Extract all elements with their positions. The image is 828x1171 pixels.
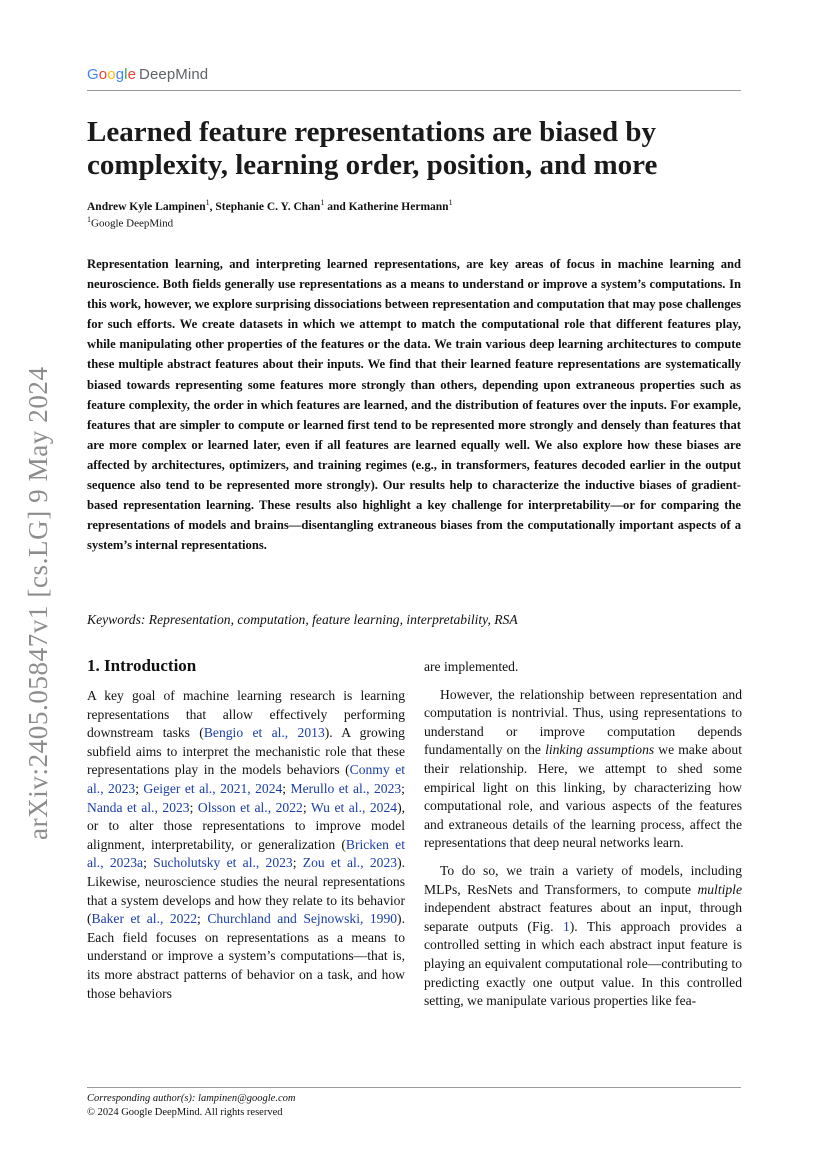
body-text: we make about their relationship. Here, we attempt to shed some empirical light on this linking, by characterizing how computational role, and various aspects of the features and extraneous details of the learning process, affect the representations that deep neural networks learn. [424,742,742,851]
body-text: ). A growing subfield aims to interpret the mechanistic role that these representations play in the models behaviors ( [87,725,405,778]
footer-divider [87,1087,741,1088]
author-affiliation-mark: 1 [320,198,325,207]
logo-letter-5: l [124,66,128,83]
copyright-notice: © 2024 Google DeepMind. All rights reserved [87,1107,283,1118]
paper-title: Learned feature representations are biased by complexity, learning order, position, and more [87,116,658,181]
author-separator: and [324,200,349,213]
citation-link[interactable]: 1 [562,918,570,934]
intro-paragraph-1 [87,687,405,1003]
body-text: To do so, we train a variety of models, including MLPs, ResNets and Transformers, to compute [424,862,742,897]
logo-letter-3: o [107,66,116,83]
body-text: ; [302,799,311,815]
emphasized-text: multiple [697,881,742,897]
intro-paragraph-1-continued: are implemented. [424,659,519,674]
citation-link[interactable]: Nanda et al., 2023 [87,799,190,815]
arxiv-identifier-stamp: arXiv:2405.05847v1 [cs.LG] 9 May 2024 [23,366,53,840]
emphasized-text: linking assumptions [545,742,655,758]
body-text: ; [143,855,154,871]
corresponding-author: Corresponding author(s): lampinen@google.com [87,1093,296,1104]
logo-letter-1: G [87,66,99,83]
body-text: ). Each field focuses on representations as a means to understand or improve a system’s computations—that is, its more abstract patterns of behavior on a task, and how those behaviors [87,911,405,1001]
citation-link[interactable]: Bengio et al., 2013 [203,725,325,741]
citation-link[interactable]: Conmy et al., 2023 [87,762,406,796]
body-text: independent abstract features about an input, through separate outputs (Fig. [424,900,742,934]
citation-link[interactable]: Geiger et al., 2021, 2024 [143,780,283,796]
author-list [87,198,453,213]
affiliation-name: Google DeepMind [91,217,174,230]
author-affiliation-mark: 1 [448,198,453,207]
body-text: ). Likewise, neuroscience studies the neural representations that a system develops and how they relate to its behavior ( [87,855,405,927]
author-name: Stephanie C. Y. Chan [215,200,321,213]
affiliation-mark: 1 [87,215,91,224]
body-text: ; [189,799,198,815]
citation-link[interactable]: Zou et al., 2023 [302,855,398,871]
body-text: ; [197,911,208,927]
body-text: ; [135,780,144,796]
author-separator: , [209,200,216,213]
section-heading-introduction: 1. Introduction [87,656,197,675]
body-text: However, the relationship between representation and computation is nontrivial. Thus, using representations to understand or improve computation depends fundamentally on the [424,686,742,758]
body-text: ; [292,855,303,871]
logo-letter-4: g [115,66,125,83]
citation-link[interactable]: Sucholutsky et al., 2023 [153,855,293,871]
citation-link[interactable]: Baker et al., 2022 [91,911,198,927]
body-text: ), or to alter those representations to improve model alignment, interpretability, or generalization ( [87,799,406,852]
left-column [87,655,405,1003]
body-text: ). This approach provides a controlled setting in which each abstract input feature is playing an equivalent computational role—contributing to predicting exactly one output value. In this controlled setting, we manipulate various properties like fea- [424,918,742,1009]
keywords: Keywords: Representation, computation, feature learning, interpretability, RSA [87,612,518,627]
citation-link[interactable]: Wu et al., 2024 [310,799,398,815]
citation-link[interactable]: Churchland and Sejnowski, 1990 [207,911,398,927]
abstract: Representation learning, and interpreting learned representations, are key areas of focus in machine learning and neuroscience. Both fields generally use representations as a means to understand or improve a system’s computations. In this work, however, we explore surprising dissociations between representation and computation that may pose challenges for such efforts. We create datasets in which we attempt to match the computational role that different features play, while manipulating other properties of the features or the data. We train various deep learning architectures to compute these multiple abstract features about their inputs. We find that their learned feature representations are systematically biased towards representing some features more strongly than others, depending upon extraneous properties such as feature complexity, the order in which features are learned, and the distribution of features over the inputs. For example, features that are simpler to compute or learned first tend to be represented more strongly and densely than features that are more complex or learned later, even if all features are learned equally well. We also explore how these biases are affected by architectures, optimizers, and training regimes (e.g., in transformers, features decoded earlier in the output sequence also tend to be represented more strongly). Our results help to characterize the inductive biases of gradient-based representation learning. These results also highlight a key challenge for interpretability—or for comparing the representations of models and brains—disentangling extraneous biases from the computationally important aspects of a system’s internal representations. [87,257,741,553]
logo-letter-2: o [98,66,108,83]
body-text: ; [282,780,291,796]
header-divider [87,90,741,91]
body-text: A key goal of machine learning research is learning representations that allow effectively performing downstream tasks ( [87,688,405,741]
right-column [424,658,742,1011]
citation-link[interactable]: Bricken et al., 2023a [87,836,405,871]
intro-paragraph-2 [424,686,742,853]
logo-suffix: DeepMind [139,66,209,83]
author-name: Andrew Kyle Lampinen [87,200,206,213]
author-name: Katherine Hermann [348,200,449,213]
citation-link[interactable]: Olsson et al., 2022 [197,799,303,815]
footer [87,1092,295,1120]
google-deepmind-logo [87,66,208,83]
body-text: ; [401,780,405,796]
affiliation [87,215,173,230]
author-affiliation-mark: 1 [205,198,210,207]
logo-letter-6: e [127,66,137,83]
intro-paragraph-3 [424,862,742,1011]
citation-link[interactable]: Merullo et al., 2023 [290,780,402,796]
